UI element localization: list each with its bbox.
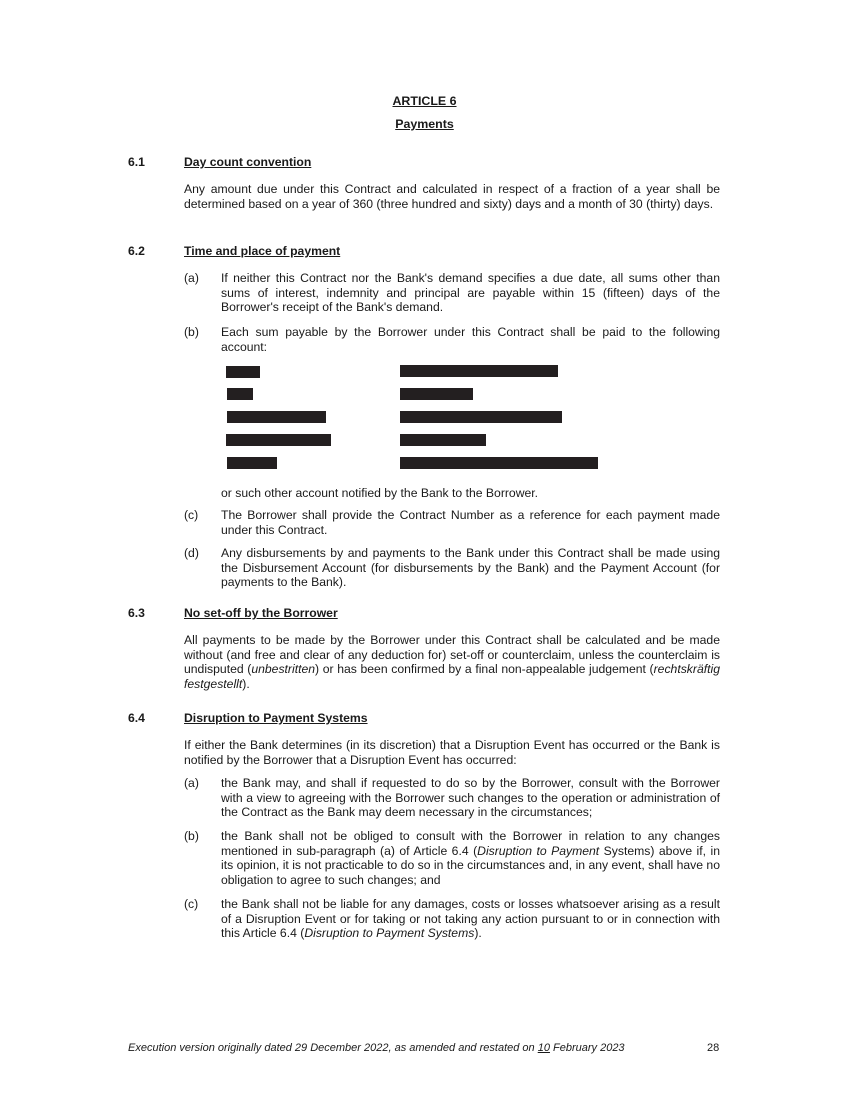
article-heading: ARTICLE 6 [392, 94, 457, 108]
cross-reference: Disruption to Payment Systems [304, 926, 475, 941]
redacted-block [226, 366, 260, 378]
section-title: No set-off by the Borrower [184, 606, 338, 620]
item-text: or such other account notified by the Bank to the Borrower. [221, 486, 539, 500]
item-text: the Bank shall not be liable for any damages, costs or losses whatsoever arising as a result of a Disruption Event or for taking or not taking any action pursuant to or in connection with this Article 6.4 (Disruption to Payment Systems). [221, 897, 720, 941]
item-label: (b) [184, 829, 199, 843]
legal-term: rechtskräftig festgestellt [184, 662, 720, 691]
redacted-block [400, 411, 562, 423]
redacted-block [227, 388, 253, 400]
section-number: 6.3 [128, 606, 145, 620]
item-label: (a) [184, 776, 199, 790]
footer-text: Execution version originally dated 29 December 2022, as amended and restated on 10 February 2023 [128, 1042, 625, 1054]
redacted-block [400, 388, 473, 400]
item-text: Any disbursements by and payments to the Bank under this Contract shall be made using the Disbursement Account (for disbursements by the Bank) and the Payment Account (for payments to the Bank). [221, 546, 720, 590]
item-text: Each sum payable by the Borrower under this Contract shall be paid to the following account: [221, 325, 720, 354]
item-label: (a) [184, 271, 199, 285]
section-title: Time and place of payment [184, 244, 341, 258]
item-label: (c) [184, 508, 199, 522]
item-label: (b) [184, 325, 199, 339]
item-label: (c) [184, 897, 199, 911]
section-intro: If either the Bank determines (in its discretion) that a Disruption Event has occurred or the Bank is notified by the Borrower that a Disruption Event has occurred: [184, 738, 720, 767]
article-title: Payments [395, 117, 454, 131]
redacted-block [227, 457, 277, 469]
item-label: (d) [184, 546, 199, 560]
section-number: 6.4 [128, 711, 145, 725]
item-text: The Borrower shall provide the Contract Number as a reference for each payment made under this Contract. [221, 508, 720, 537]
redacted-block [400, 434, 486, 446]
item-text: the Bank may, and shall if requested to do so by the Borrower, consult with the Borrower with a view to agreeing with the Borrower such changes to the operation or administration of the Contract as the Bank may deem necessary in the circumstances; [221, 776, 720, 820]
section-title: Disruption to Payment Systems [184, 711, 368, 725]
item-text: If neither this Contract nor the Bank's demand specifies a due date, all sums other than sums of interest, indemnity and principal are payable within 15 (fifteen) days of the Borrower's receipt of the Bank's demand. [221, 271, 720, 315]
section-body: All payments to be made by the Borrower under this Contract shall be calculated and be made without (and free and clear of any deduction for) set-off or counterclaim, unless the counterclaim is undisputed (unbestritten) or has been confirmed by a final non-appealable judgement (rechtskräftig festgestellt). [184, 633, 720, 691]
footer-day: 10 [537, 1042, 550, 1054]
section-number: 6.1 [128, 155, 145, 169]
item-text: the Bank shall not be obliged to consult with the Borrower in relation to any changes mentioned in sub-paragraph (a) of Article 6.4 (Disruption to Payment Systems) above if, in its opinion, it is not practicable to do so in the circumstances and, in any event, shall have no obligation to agree to such changes; and [221, 829, 720, 887]
section-title: Day count convention [184, 155, 312, 169]
redacted-block [400, 457, 598, 469]
redacted-block [227, 411, 326, 423]
cross-reference: Disruption to Payment [477, 843, 600, 858]
section-number: 6.2 [128, 244, 145, 258]
section-body: Any amount due under this Contract and calculated in respect of a fraction of a year shall be determined based on a year of 360 (three hundred and sixty) days and a month of 30 (thirty) days. [184, 182, 720, 211]
redacted-block [400, 365, 558, 377]
redacted-block [226, 434, 331, 446]
legal-term: unbestritten [251, 662, 316, 677]
page-number: 28 [707, 1042, 720, 1054]
